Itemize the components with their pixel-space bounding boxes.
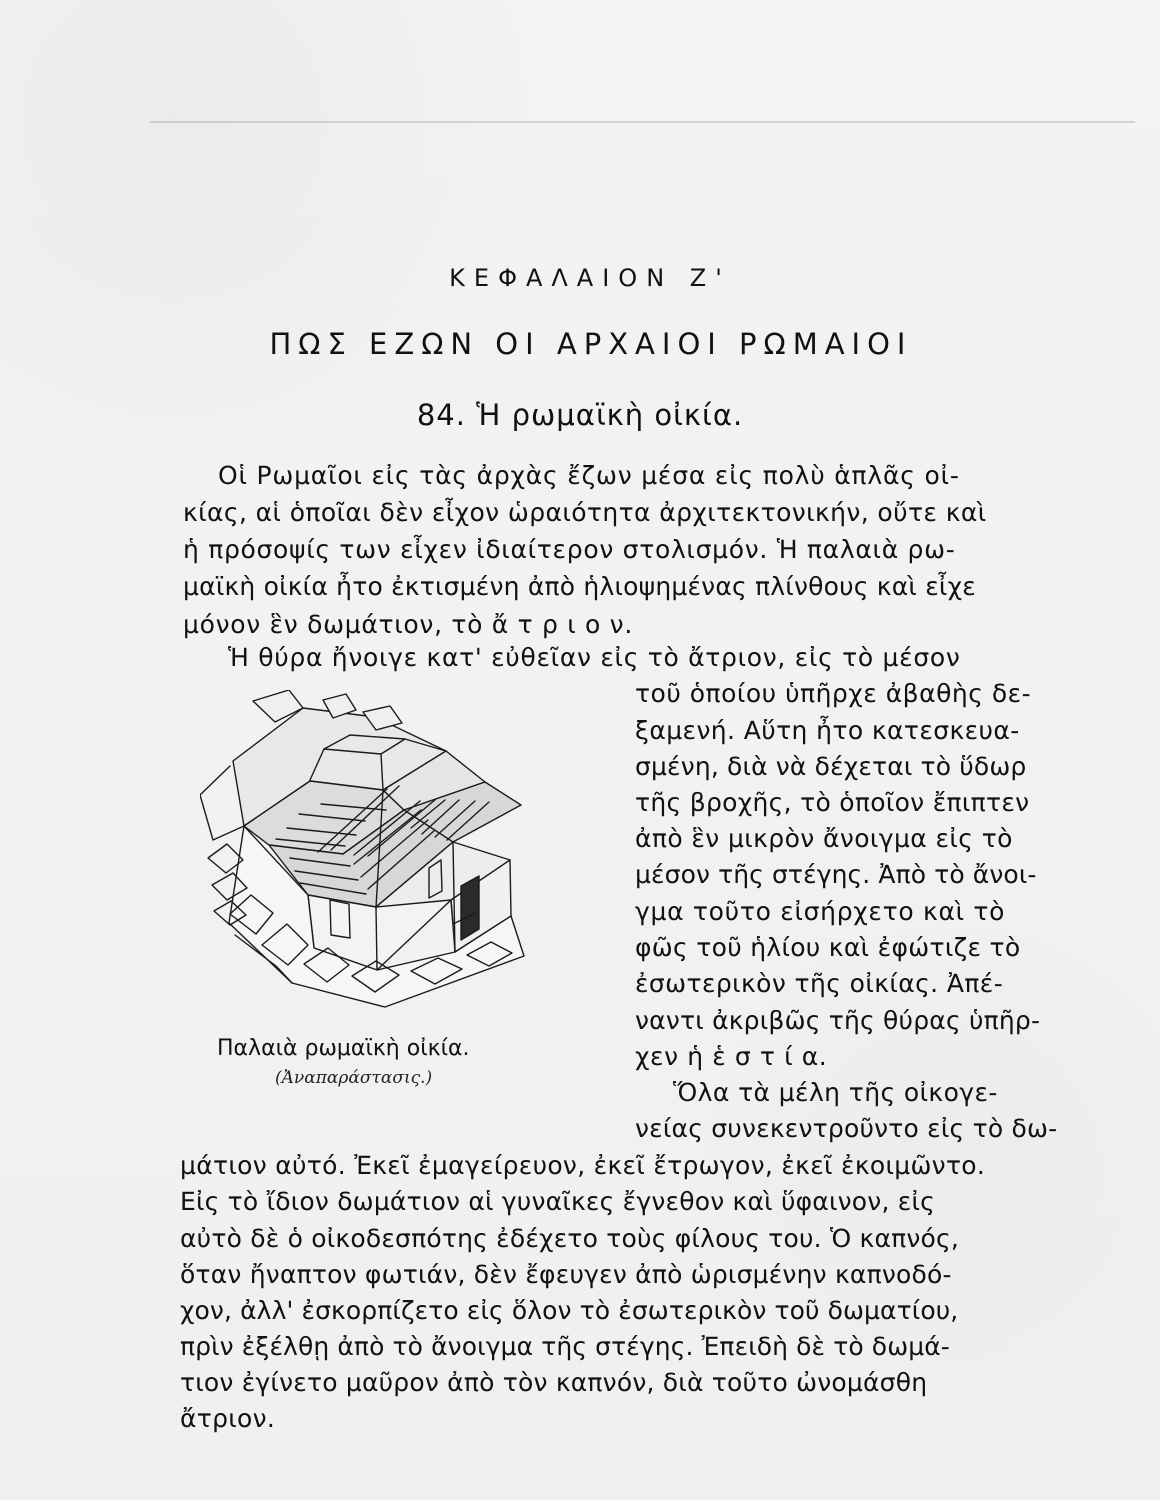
bottom-line-8: ἄτριον.	[180, 1404, 276, 1433]
right-column-line-11: χεν ἡ ἑ σ τ ί α.	[635, 1042, 828, 1071]
ancient-roman-house-icon	[200, 690, 530, 1010]
right-column-line-9: ἐσωτερικὸν τῆς οἰκίας. Ἀπέ-	[635, 969, 1004, 998]
chapter-subtitle: ΠΩΣ ΕΖΩΝ ΟΙ ΑΡΧΑΙΟΙ ΡΩΜΑΙΟΙ	[269, 327, 913, 361]
bottom-line-4: ὅταν ἤναπτον φωτιάν, δὲν ἔφευγεν ἀπὸ ὡρισμένην καπνοδό-	[180, 1260, 952, 1289]
right-column-line-7: γμα τοῦτο εἰσήρχετο καὶ τὸ	[635, 897, 1006, 926]
bottom-line-2: Εἰς τὸ ἴδιον δωμάτιον αἱ γυναῖκες ἔγνεθον καὶ ὕφαινον, εἰς	[180, 1187, 936, 1216]
bottom-line-7: τιον ἐγίνετο μαῦρον ἀπὸ τὸν καπνόν, διὰ τοῦτο ὠνομάσθη	[180, 1368, 928, 1397]
bottom-line-3: αὐτὸ δὲ ὁ οἰκοδεσπότης ἐδέχετο τοὺς φίλους του. Ὁ καπνός,	[180, 1224, 960, 1253]
right-column-line-4: τῆς βροχῆς, τὸ ὁποῖον ἔπιπτεν	[635, 788, 1030, 817]
intro-line-1: Οἱ Ρωμαῖοι εἰς τὰς ἀρχὰς ἔζων μέσα εἰς πολὺ ἁπλᾶς οἰ-	[218, 461, 960, 490]
section-heading: 84. Ἡ ρωμαϊκὴ οἰκία.	[416, 398, 744, 432]
bottom-line-5: χον, ἀλλ' ἐσκορπίζετο εἰς ὅλον τὸ ἐσωτερικὸν τοῦ δωματίου,	[180, 1296, 959, 1325]
bottom-line-1: μάτιον αὐτό. Ἐκεῖ ἐμαγείρευον, ἐκεῖ ἔτρωγον, ἐκεῖ ἐκοιμῶντο.	[180, 1151, 986, 1180]
chapter-title: ΚΕΦΑΛΑΙΟΝ Ζ'	[449, 264, 731, 292]
right-column-line-3: σμένη, διὰ νὰ δέχεται τὸ ὕδωρ	[635, 752, 1027, 781]
intro-line-3: ἡ πρόσοψίς των εἶχεν ἰδιαίτερον στολισμόν. Ἡ παλαιὰ ρω-	[183, 535, 956, 564]
figure-subcaption: (Ἀναπαράστασις.)	[275, 1068, 433, 1088]
right-column-line-2: ξαμενή. Αὕτη ἦτο κατεσκευα-	[635, 716, 1020, 745]
right-column-line-6: μέσον τῆς στέγης. Ἀπὸ τὸ ἄνοι-	[635, 860, 1037, 889]
intro-line-6: Ἡ θύρα ἤνοιγε κατ' εὐθεῖαν εἰς τὸ ἄτριον, εἰς τὸ μέσον	[228, 643, 961, 672]
intro-line-5: μόνον ἓν δωμάτιον, τὸ ἄ τ ρ ι ο ν.	[183, 610, 633, 639]
right-column-line-8: φῶς τοῦ ἡλίου καὶ ἐφώτιζε τὸ	[635, 933, 1021, 962]
bottom-line-6: πρὶν ἐξέλθῃ ἀπὸ τὸ ἄνοιγμα τῆς στέγης. Ἐπειδὴ δὲ τὸ δωμά-	[180, 1332, 950, 1361]
figure-caption: Παλαιὰ ρωμαϊκὴ οἰκία.	[217, 1036, 470, 1061]
right-column-line-5: ἀπὸ ἓν μικρὸν ἄνοιγμα εἰς τὸ	[635, 824, 1013, 853]
ghost-rule	[150, 121, 1135, 123]
right-column-line-12: Ὅλα τὰ μέλη τῆς οἰκογε-	[673, 1078, 998, 1107]
intro-line-2: κίας, αἱ ὁποῖαι δὲν εἶχον ὡραιότητα ἀρχιτεκτονικήν, οὔτε καὶ	[183, 498, 987, 527]
right-column-line-10: ναντι ἀκριβῶς τῆς θύρας ὑπῆρ-	[635, 1006, 1041, 1035]
ghost-header	[150, 92, 1130, 120]
intro-line-4: μαϊκὴ οἰκία ἦτο ἐκτισμένη ἀπὸ ἡλιοψημένας πλίνθους καὶ εἶχε	[183, 572, 976, 601]
right-column-line-13: νείας συνεκεντροῦντο εἰς τὸ δω-	[635, 1114, 1058, 1143]
right-column-line-1: τοῦ ὁποίου ὑπῆρχε ἀβαθὴς δε-	[635, 679, 1032, 708]
